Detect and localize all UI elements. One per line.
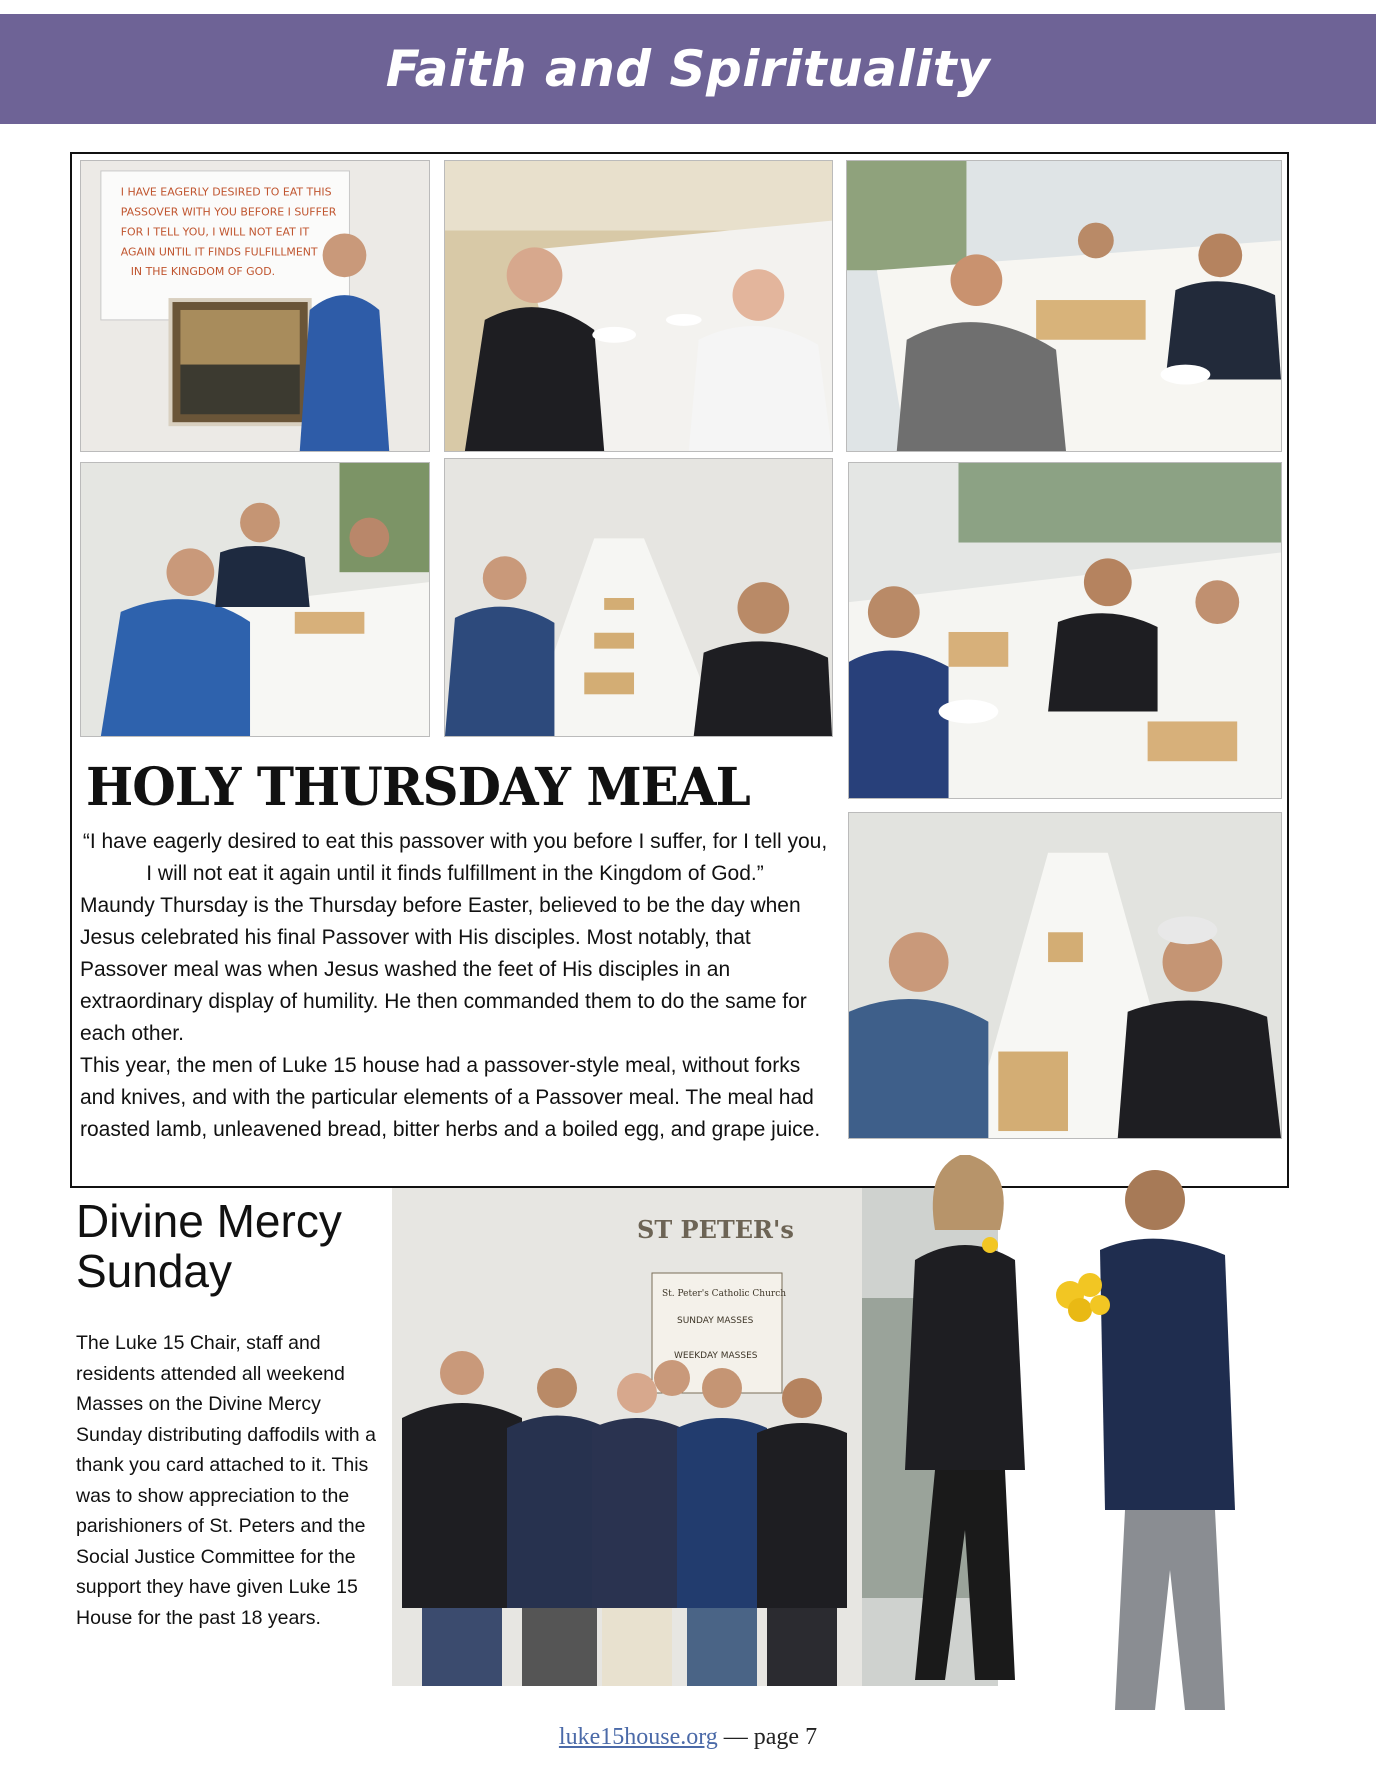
scripture-quote: “I have eagerly desired to eat this passover with you before I suffer, for I tell you, I will not eat it again until it finds fulfillment in the Kingdom of God.” (82, 830, 828, 885)
svg-text:IN THE KINGDOM OF GOD.: IN THE KINGDOM OF GOD. (130, 265, 276, 279)
photo-whiteboard-man (80, 160, 430, 452)
svg-text:WEEKDAY MASSES: WEEKDAY MASSES (674, 1351, 758, 1361)
section-title: Faith and Spirituality (385, 40, 991, 98)
svg-text:I HAVE EAGERLY DESIRED TO EAT: I HAVE EAGERLY DESIRED TO EAT THIS (120, 185, 332, 199)
photo-table-2 (846, 160, 1282, 452)
photo-table-6 (848, 812, 1282, 1139)
photo-table-4 (444, 458, 833, 737)
section-banner (0, 14, 1376, 124)
divine-mercy-title: Divine Mercy Sunday (76, 1195, 342, 1297)
photo-table-3 (80, 462, 430, 737)
svg-text:AGAIN UNTIL IT FINDS FULFILLME: AGAIN UNTIL IT FINDS FULFILLMENT (120, 245, 318, 259)
divine-mercy-text: The Luke 15 Chair, staff and residents attended all weekend Masses on the Divine Mercy Sunday distributing daffodils with a thank you card attached to it. This was to show appreciation to the parishioners of St. Peters and the Social Justice Committee for the support they have given Luke 15 House for the past 18 years. (76, 1332, 376, 1629)
paragraph: Maundy Thursday is the Thursday before Easter, believed to be the day when Jesus celebrated his final Passover with His disciples. Most notably, that Passover meal was when Jesus washed the feet of His disciples in an extraordinary display of humility. He then commanded them to do the same for each other. (80, 894, 807, 1045)
svg-text:FOR I TELL YOU, I WILL NOT EAT: FOR I TELL YOU, I WILL NOT EAT IT (120, 225, 310, 239)
svg-text:St. Peter's Catholic Church: St. Peter's Catholic Church (662, 1289, 787, 1299)
photo-table-1 (444, 160, 833, 452)
photo-table-5 (848, 462, 1282, 799)
footer-separator: — (723, 1724, 748, 1750)
paragraph: This year, the men of Luke 15 house had a passover-style meal, without forks and knives, and with the particular elements of a Passover meal. The meal had roasted lamb, unleavened bread, bitter herbs and a boiled egg, and grape juice. (80, 1054, 821, 1141)
website-link[interactable]: luke15house.org (558, 1724, 718, 1750)
page-footer (0, 1724, 1376, 1751)
page-number: page 7 (753, 1724, 818, 1750)
photo-daffodil-exchange (905, 1150, 1305, 1710)
holy-thursday-body (80, 890, 840, 1146)
svg-text:PASSOVER WITH YOU BEFORE I SUF: PASSOVER WITH YOU BEFORE I SUFFER (120, 205, 337, 219)
svg-text:SUNDAY MASSES: SUNDAY MASSES (677, 1316, 754, 1326)
svg-text:ST PETER's: ST PETER's (637, 1215, 794, 1244)
holy-thursday-title: HOLY THURSDAY MEAL (86, 755, 750, 818)
